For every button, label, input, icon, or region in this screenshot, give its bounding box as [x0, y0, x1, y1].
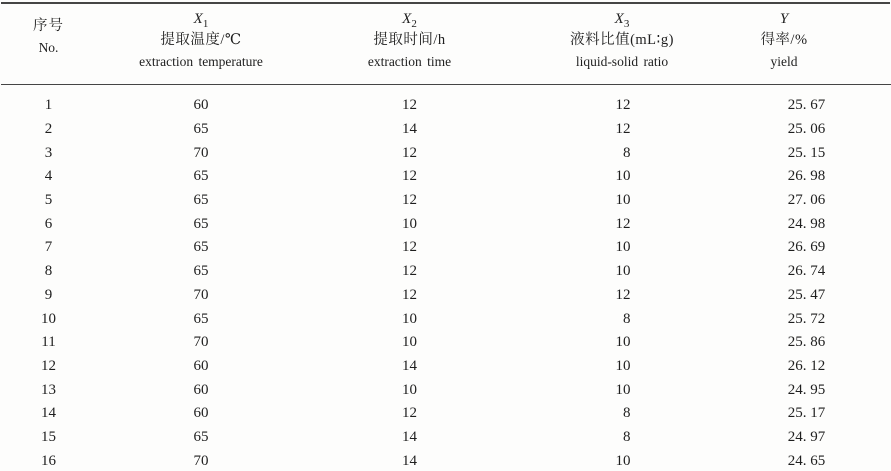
- header-x1-en: extraction temperature: [139, 54, 263, 69]
- spacer-cell: [1, 85, 891, 95]
- table-row: [1, 212, 891, 236]
- cell-y: 24. 95: [787, 381, 826, 398]
- table-row: [1, 284, 891, 308]
- table-row: [1, 402, 891, 426]
- cell-x3: [513, 236, 731, 260]
- cell-x2: 12: [402, 263, 417, 280]
- cell-x2: 10: [402, 215, 417, 232]
- cell-x1: 70: [193, 286, 209, 303]
- cell-x3: [513, 94, 731, 118]
- cell-x2: 12: [402, 239, 417, 256]
- table-row: [1, 94, 891, 118]
- header-x3-cn: 液料比值(mL∶g): [570, 32, 674, 48]
- cell-x3: [513, 355, 731, 379]
- cell-no: 1: [44, 97, 53, 114]
- value-x3: 12: [615, 121, 631, 138]
- column-header-x2: [306, 4, 513, 85]
- cell-x1: 65: [193, 428, 209, 445]
- cell-x2: 14: [402, 357, 417, 374]
- cell-x2: 12: [402, 405, 417, 422]
- cell-x1: 65: [193, 192, 209, 209]
- spacer-row: [1, 85, 891, 95]
- value-x3: 10: [615, 452, 631, 469]
- cell-x2: 12: [402, 286, 417, 303]
- cell-x1: 65: [193, 263, 209, 280]
- cell-y: 24. 65: [787, 452, 826, 469]
- cell-x3: [513, 307, 731, 331]
- cell-x2: 12: [402, 144, 417, 161]
- column-header-x1: [96, 4, 306, 85]
- cell-x3: [513, 378, 731, 402]
- cell-x3: [513, 402, 731, 426]
- table-row: [1, 331, 891, 355]
- cell-no: 4: [44, 168, 53, 185]
- header-x2-symbol: $X_2$: [402, 11, 417, 30]
- cell-y: 25. 06: [787, 121, 826, 138]
- cell-x1: 65: [193, 121, 209, 138]
- cell-no: 5: [44, 192, 53, 209]
- table-row: [1, 426, 891, 450]
- cell-x3: [513, 165, 731, 189]
- table-row: [1, 141, 891, 165]
- cell-y: 26. 69: [787, 239, 826, 256]
- header-x2-cn: 提取时间/h: [373, 32, 446, 48]
- cell-no: 13: [41, 381, 56, 398]
- value-x3: 10: [615, 239, 631, 256]
- value-x3: 10: [615, 168, 631, 185]
- header-y-en: yield: [770, 54, 798, 69]
- column-header-x3: [513, 4, 731, 85]
- header-no-en: No.: [38, 40, 59, 55]
- cell-x1: 70: [193, 452, 209, 469]
- table-row: [1, 378, 891, 402]
- cell-x3: [513, 284, 731, 308]
- value-x3: 8: [623, 428, 631, 445]
- header-y-cn: 得率/%: [760, 32, 808, 48]
- cell-x1: 70: [193, 334, 209, 351]
- header-x1-cn: 提取温度/℃: [160, 32, 242, 48]
- value-x3: 8: [623, 405, 631, 422]
- cell-no: 15: [41, 428, 56, 445]
- value-x3: 12: [615, 215, 631, 232]
- value-x3: 10: [615, 334, 631, 351]
- cell-no: 7: [44, 239, 53, 256]
- value-x3: 10: [615, 381, 631, 398]
- cell-x2: 10: [402, 310, 417, 327]
- header-x3-en: liquid-solid ratio: [575, 54, 669, 69]
- cell-x2: 10: [402, 381, 417, 398]
- cell-x1: 65: [193, 239, 209, 256]
- cell-x1: 65: [193, 168, 209, 185]
- table-row: [1, 118, 891, 142]
- cell-x3: [513, 212, 731, 236]
- cell-y: 25. 15: [787, 144, 826, 161]
- table-row: [1, 236, 891, 260]
- cell-x2: 14: [402, 452, 417, 469]
- table-row: [1, 189, 891, 213]
- value-x3: 10: [615, 263, 631, 280]
- cell-x3: [513, 426, 731, 450]
- cell-no: 6: [44, 215, 53, 232]
- cell-y: 25. 72: [787, 310, 826, 327]
- cell-no: 11: [41, 334, 56, 351]
- cell-x2: 14: [402, 121, 417, 138]
- cell-no: 3: [44, 144, 53, 161]
- table-body: [1, 85, 891, 471]
- cell-x2: 12: [402, 168, 417, 185]
- table-row: [1, 307, 891, 331]
- table-row: [1, 260, 891, 284]
- experiment-design-table-wrap: [1, 2, 890, 471]
- cell-x3: [513, 331, 731, 355]
- cell-x2: 10: [402, 334, 417, 351]
- table-row: [1, 449, 891, 471]
- cell-no: 12: [41, 357, 56, 374]
- cell-no: 10: [41, 310, 56, 327]
- cell-x1: 60: [193, 357, 209, 374]
- cell-y: 26. 74: [787, 263, 826, 280]
- cell-y: 25. 17: [787, 405, 826, 422]
- cell-x3: [513, 449, 731, 471]
- cell-no: 9: [44, 286, 53, 303]
- experiment-design-table: [1, 4, 891, 471]
- cell-x1: 60: [193, 405, 209, 422]
- cell-y: 25. 67: [787, 97, 826, 114]
- header-x2-en: extraction time: [367, 54, 452, 69]
- cell-y: 27. 06: [787, 192, 826, 209]
- value-x3: 10: [615, 192, 631, 209]
- cell-x1: 65: [193, 310, 209, 327]
- cell-no: 2: [44, 121, 53, 138]
- value-x3: 8: [623, 310, 631, 327]
- cell-x3: [513, 118, 731, 142]
- cell-x2: 14: [402, 428, 417, 445]
- cell-no: 14: [41, 405, 56, 422]
- cell-y: 26. 98: [787, 168, 826, 185]
- value-x3: 10: [615, 357, 631, 374]
- table-row: [1, 165, 891, 189]
- value-x3: 8: [623, 144, 631, 161]
- cell-y: 24. 98: [787, 215, 826, 232]
- cell-x3: [513, 260, 731, 284]
- value-x3: 12: [615, 97, 631, 114]
- cell-x2: 12: [402, 97, 417, 114]
- header-x1-symbol: $X_1$: [193, 11, 209, 30]
- cell-y: 24. 97: [787, 428, 826, 445]
- cell-x2: 12: [402, 192, 417, 209]
- header-x3-symbol: $X_3$: [614, 11, 630, 30]
- cell-x1: 65: [193, 215, 209, 232]
- header-y-symbol: Y: [779, 11, 789, 27]
- cell-no: 8: [44, 263, 53, 280]
- table-header: [1, 4, 891, 85]
- cell-no: 16: [41, 452, 56, 469]
- column-header-no: [1, 4, 96, 85]
- cell-y: 25. 86: [787, 334, 826, 351]
- header-row: [1, 4, 891, 85]
- column-header-y: [731, 4, 891, 85]
- value-x3: 12: [615, 286, 631, 303]
- cell-x3: [513, 141, 731, 165]
- cell-x1: 70: [193, 144, 209, 161]
- cell-x1: 60: [193, 97, 209, 114]
- cell-y: 25. 47: [787, 286, 826, 303]
- header-no-cn: 序号: [33, 18, 64, 34]
- cell-x1: 60: [193, 381, 209, 398]
- cell-x3: [513, 189, 731, 213]
- cell-y: 26. 12: [787, 357, 826, 374]
- table-row: [1, 355, 891, 379]
